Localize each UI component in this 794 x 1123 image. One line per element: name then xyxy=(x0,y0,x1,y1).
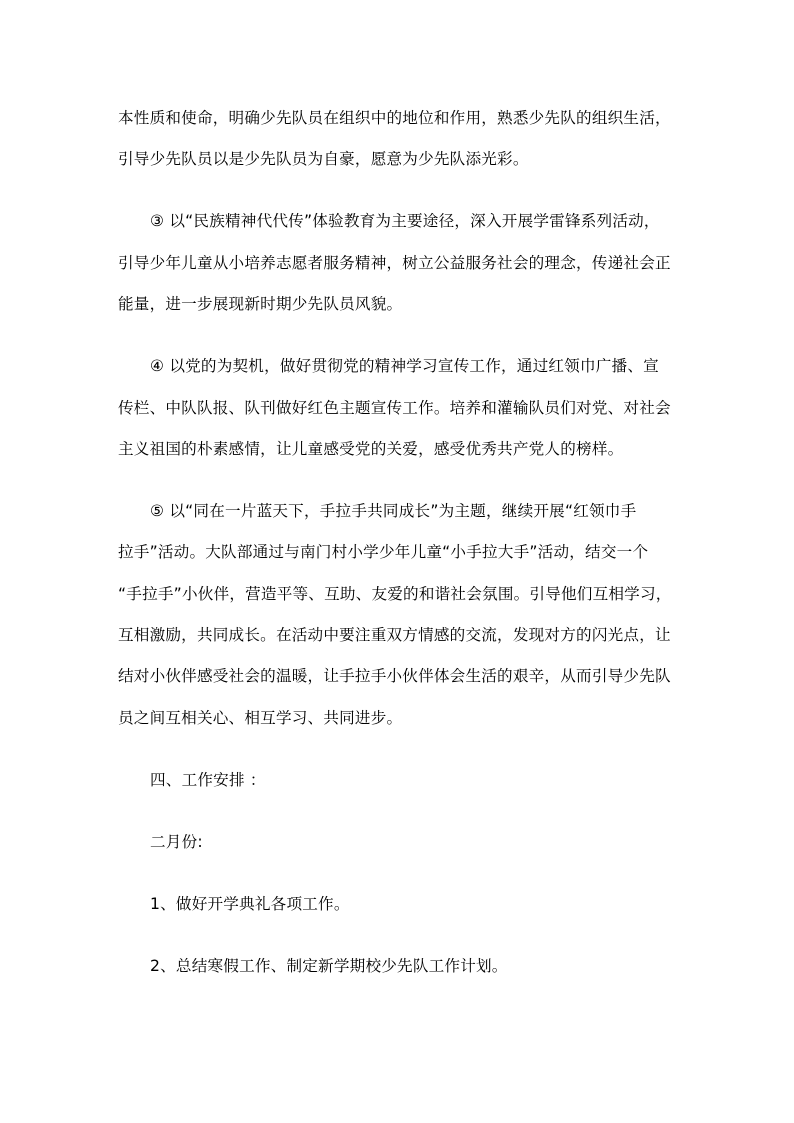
paragraph-line: 本性质和使命，明确少先队员在组织中的地位和作用，熟悉少先队的组织生活， xyxy=(118,109,671,127)
paragraph-line: 员之间互相关心、相互学习、共同进步。 xyxy=(118,709,403,727)
paragraph-line: 引导少年儿童从小培养志愿者服务精神，树立公益服务社会的理念，传递社会正 xyxy=(118,254,671,272)
paragraph-line: 引导少先队员以是少先队员为自豪，愿意为少先队添光彩。 xyxy=(118,150,529,168)
paragraph-line: 能量，进一步展现新时期少先队员风貌。 xyxy=(118,295,403,313)
section-heading: 四、工作安排 ： xyxy=(150,771,266,789)
paragraph-line: 传栏、中队队报、队刊做好红色主题宣传工作。培养和灌输队员们对党、对社会 xyxy=(118,399,671,417)
paragraph-item-4-line: ④ 以党的为契机，做好贯彻党的精神学习宣传工作，通过红领巾广播、宣 xyxy=(150,357,659,375)
paragraph-line: 互相激励，共同成长。在活动中要注重双方情感的交流，发现对方的闪光点，让 xyxy=(118,626,671,644)
paragraph-line: “手拉手”小伙伴，营造平等、互助、友爱的和谐社会氛围。引导他们互相学习， xyxy=(118,585,672,603)
paragraph-item-3-line: ③ 以“民族精神代代传”体验教育为主要途径，深入开展学雷锋系列活动， xyxy=(150,212,660,230)
paragraph-item-5-line: ⑤ 以“同在一片蓝天下，手拉手共同成长”为主题，继续开展“红领巾手 xyxy=(150,502,637,520)
paragraph-line: 拉手”活动。大队部通过与南门村小学少年儿童“小手拉大手”活动，结交一个 xyxy=(118,543,649,561)
list-item: 1、做好开学典礼各项工作。 xyxy=(150,895,350,913)
month-heading: 二月份: xyxy=(150,833,203,851)
list-item: 2、总结寒假工作、制定新学期校少先队工作计划。 xyxy=(150,957,508,975)
paragraph-line: 主义祖国的朴素感情，让儿童感受党的关爱，感受优秀共产党人的榜样。 xyxy=(118,440,624,458)
paragraph-line: 结对小伙伴感受社会的温暖，让手拉手小伙伴体会生活的艰辛，从而引导少先队 xyxy=(118,667,671,685)
